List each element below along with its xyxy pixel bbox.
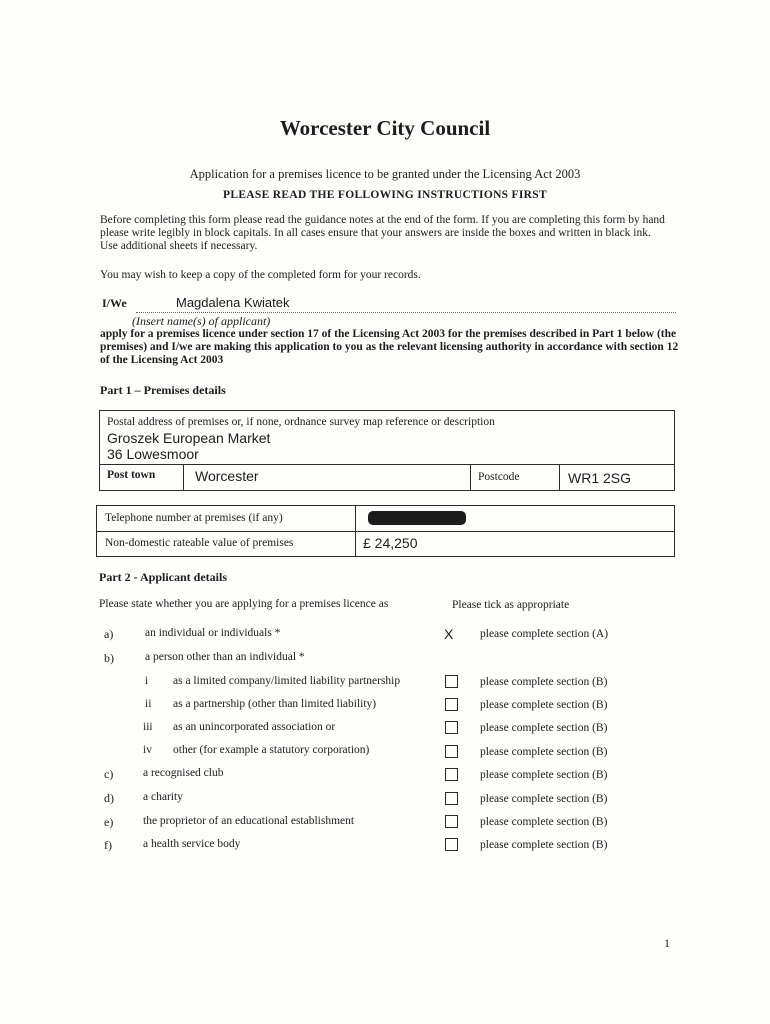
address-line-1[interactable]: Groszek European Market xyxy=(107,430,271,446)
premises-address-box xyxy=(99,410,675,491)
option-club-checkbox[interactable] xyxy=(445,768,458,781)
option-individual-label: an individual or individuals * xyxy=(145,627,281,639)
option-letter: b) xyxy=(104,651,114,665)
option-club-note: please complete section (B) xyxy=(480,769,608,781)
option-club-label: a recognised club xyxy=(143,767,224,779)
option-statutory-label: other (for example a statutory corporation) xyxy=(173,744,370,756)
option-unincorporated-note: please complete section (B) xyxy=(480,722,608,734)
telephone-redaction xyxy=(368,511,466,525)
postcode-label: Postcode xyxy=(478,471,520,483)
option-statutory-note: please complete section (B) xyxy=(480,746,608,758)
option-letter: ii xyxy=(145,698,152,710)
rateable-value-label: Non-domestic rateable value of premises xyxy=(105,537,294,549)
option-charity-checkbox[interactable] xyxy=(445,792,458,805)
instruction-heading: PLEASE READ THE FOLLOWING INSTRUCTIONS FIRST xyxy=(223,189,547,201)
address-label: Postal address of premises or, if none, ordnance survey map reference or description xyxy=(107,416,495,428)
option-health-body-note: please complete section (B) xyxy=(480,839,608,851)
option-educational-note: please complete section (B) xyxy=(480,816,608,828)
post-town-value[interactable]: Worcester xyxy=(195,468,259,484)
postcode-value[interactable]: WR1 2SG xyxy=(568,470,632,486)
option-other-person-label: a person other than an individual * xyxy=(145,651,305,663)
option-partnership-checkbox[interactable] xyxy=(445,698,458,711)
option-letter: c) xyxy=(104,767,114,781)
applicant-name-value[interactable]: Magdalena Kwiatek xyxy=(176,295,290,310)
application-statement: apply for a premises licence under section 17 of the Licensing Act 2003 for the premises described in Part 1 below (the premises) and I/we are making this application to you as the relevant licensing authority in accordance with section 12 of the Licensing Act 2003 xyxy=(100,328,679,366)
records-paragraph: You may wish to keep a copy of the completed form for your records. xyxy=(100,269,421,281)
option-individual-note: please complete section (A) xyxy=(480,628,609,640)
part1-heading: Part 1 – Premises details xyxy=(100,383,226,397)
post-town-label: Post town xyxy=(107,469,156,481)
option-unincorporated-checkbox[interactable] xyxy=(445,721,458,734)
tick-hint: Please tick as appropriate xyxy=(452,599,570,611)
option-educational-checkbox[interactable] xyxy=(445,815,458,828)
option-charity-label: a charity xyxy=(143,791,183,803)
option-health-body-checkbox[interactable] xyxy=(445,838,458,851)
option-statutory-checkbox[interactable] xyxy=(445,745,458,758)
option-individual-tick[interactable]: X xyxy=(444,626,454,642)
option-letter: f) xyxy=(104,838,112,852)
postcode-label-divider xyxy=(470,464,471,490)
contact-column-divider xyxy=(355,506,356,556)
option-partnership-label: as a partnership (other than limited liability) xyxy=(173,698,377,710)
post-town-divider xyxy=(183,464,184,490)
option-limited-company-label: as a limited company/limited liability partnership xyxy=(173,675,401,687)
option-educational-label: the proprietor of an educational establishment xyxy=(143,815,355,827)
option-letter: e) xyxy=(104,815,114,829)
option-limited-company-checkbox[interactable] xyxy=(445,675,458,688)
part2-heading: Part 2 - Applicant details xyxy=(99,570,227,584)
option-charity-note: please complete section (B) xyxy=(480,793,608,805)
address-divider xyxy=(100,464,674,465)
option-letter: i xyxy=(145,675,149,687)
telephone-label: Telephone number at premises (if any) xyxy=(105,512,283,524)
option-unincorporated-label: as an unincorporated association or xyxy=(173,721,336,733)
option-health-body-label: a health service body xyxy=(143,838,241,850)
page-number: 1 xyxy=(664,936,670,950)
option-limited-company-note: please complete section (B) xyxy=(480,676,608,688)
postcode-value-divider xyxy=(559,464,560,490)
address-line-2[interactable]: 36 Lowesmoor xyxy=(107,446,199,462)
option-letter: d) xyxy=(104,791,114,805)
applicant-type-question: Please state whether you are applying for a premises licence as xyxy=(99,598,389,610)
option-letter: a) xyxy=(104,627,114,641)
contact-row-divider xyxy=(97,531,674,532)
option-letter: iv xyxy=(143,744,152,756)
applicant-name-hint: (Insert name(s) of applicant) xyxy=(132,314,271,328)
applicant-label: I/We xyxy=(102,296,127,310)
option-letter: iii xyxy=(143,721,153,733)
option-partnership-note: please complete section (B) xyxy=(480,699,608,711)
form-subtitle: Application for a premises licence to be granted under the Licensing Act 2003 xyxy=(189,167,581,181)
rateable-value[interactable]: £ 24,250 xyxy=(363,535,418,551)
page-title: Worcester City Council xyxy=(279,116,491,140)
intro-paragraph: Before completing this form please read the guidance notes at the end of the form. If you are completing this form by hand please write legibly in block capitals. In all cases ensure that your answers are inside the boxes and written in black ink. Use additional sheets if necessary. xyxy=(100,214,665,252)
applicant-name-line xyxy=(136,312,676,313)
